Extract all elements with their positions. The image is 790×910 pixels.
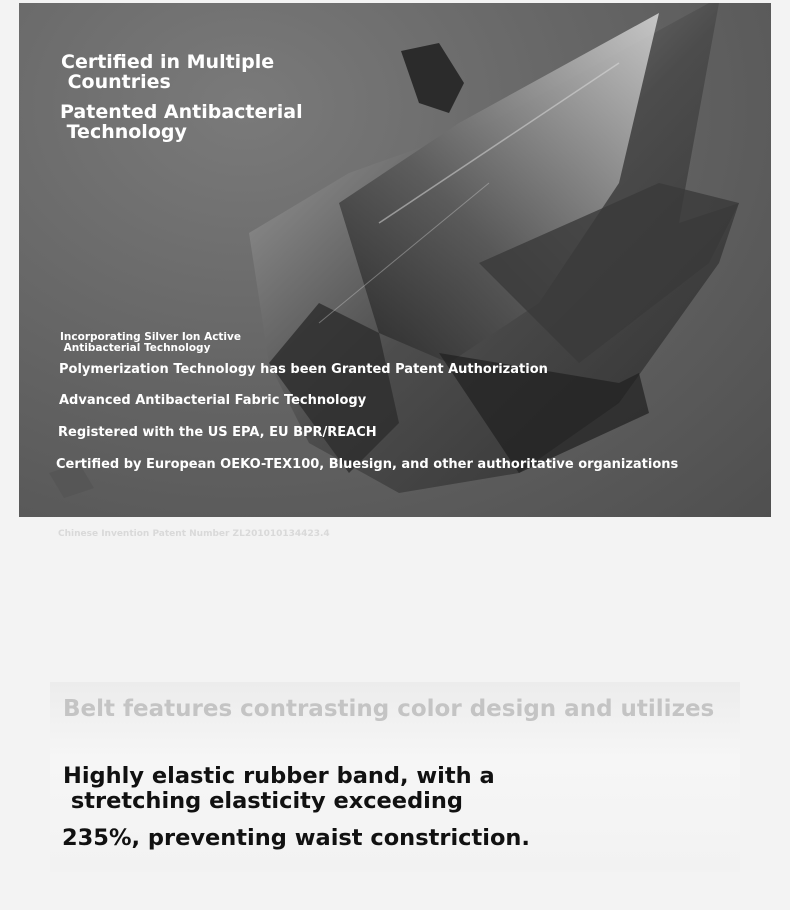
feature-silver-ion: Incorporating Silver Ion Active Antibacterial Technology bbox=[60, 331, 242, 354]
feature-certified-by: Certified by European OEKO-TEX100, Bluesign, and other authoritative organizations bbox=[56, 457, 679, 472]
heading-certified: Certified in Multiple Countries bbox=[61, 51, 275, 93]
heading-patented: Patented Antibacterial Technology bbox=[60, 101, 303, 143]
belt-body-line2: 235%, preventing waist constriction. bbox=[62, 825, 530, 851]
patent-note: Chinese Invention Patent Number ZL201010134423.4 bbox=[58, 529, 330, 539]
hero-banner bbox=[19, 3, 771, 517]
feature-registered: Registered with the US EPA, EU BPR/REACH bbox=[58, 425, 377, 440]
belt-headline: Belt features contrasting color design and utilizes bbox=[63, 696, 715, 722]
belt-body-line1: Highly elastic rubber band, with a stretching elasticity exceeding bbox=[63, 763, 495, 814]
feature-polymerization: Polymerization Technology has been Granted Patent Authorization bbox=[59, 362, 548, 377]
feature-fabric: Advanced Antibacterial Fabric Technology bbox=[59, 393, 367, 408]
